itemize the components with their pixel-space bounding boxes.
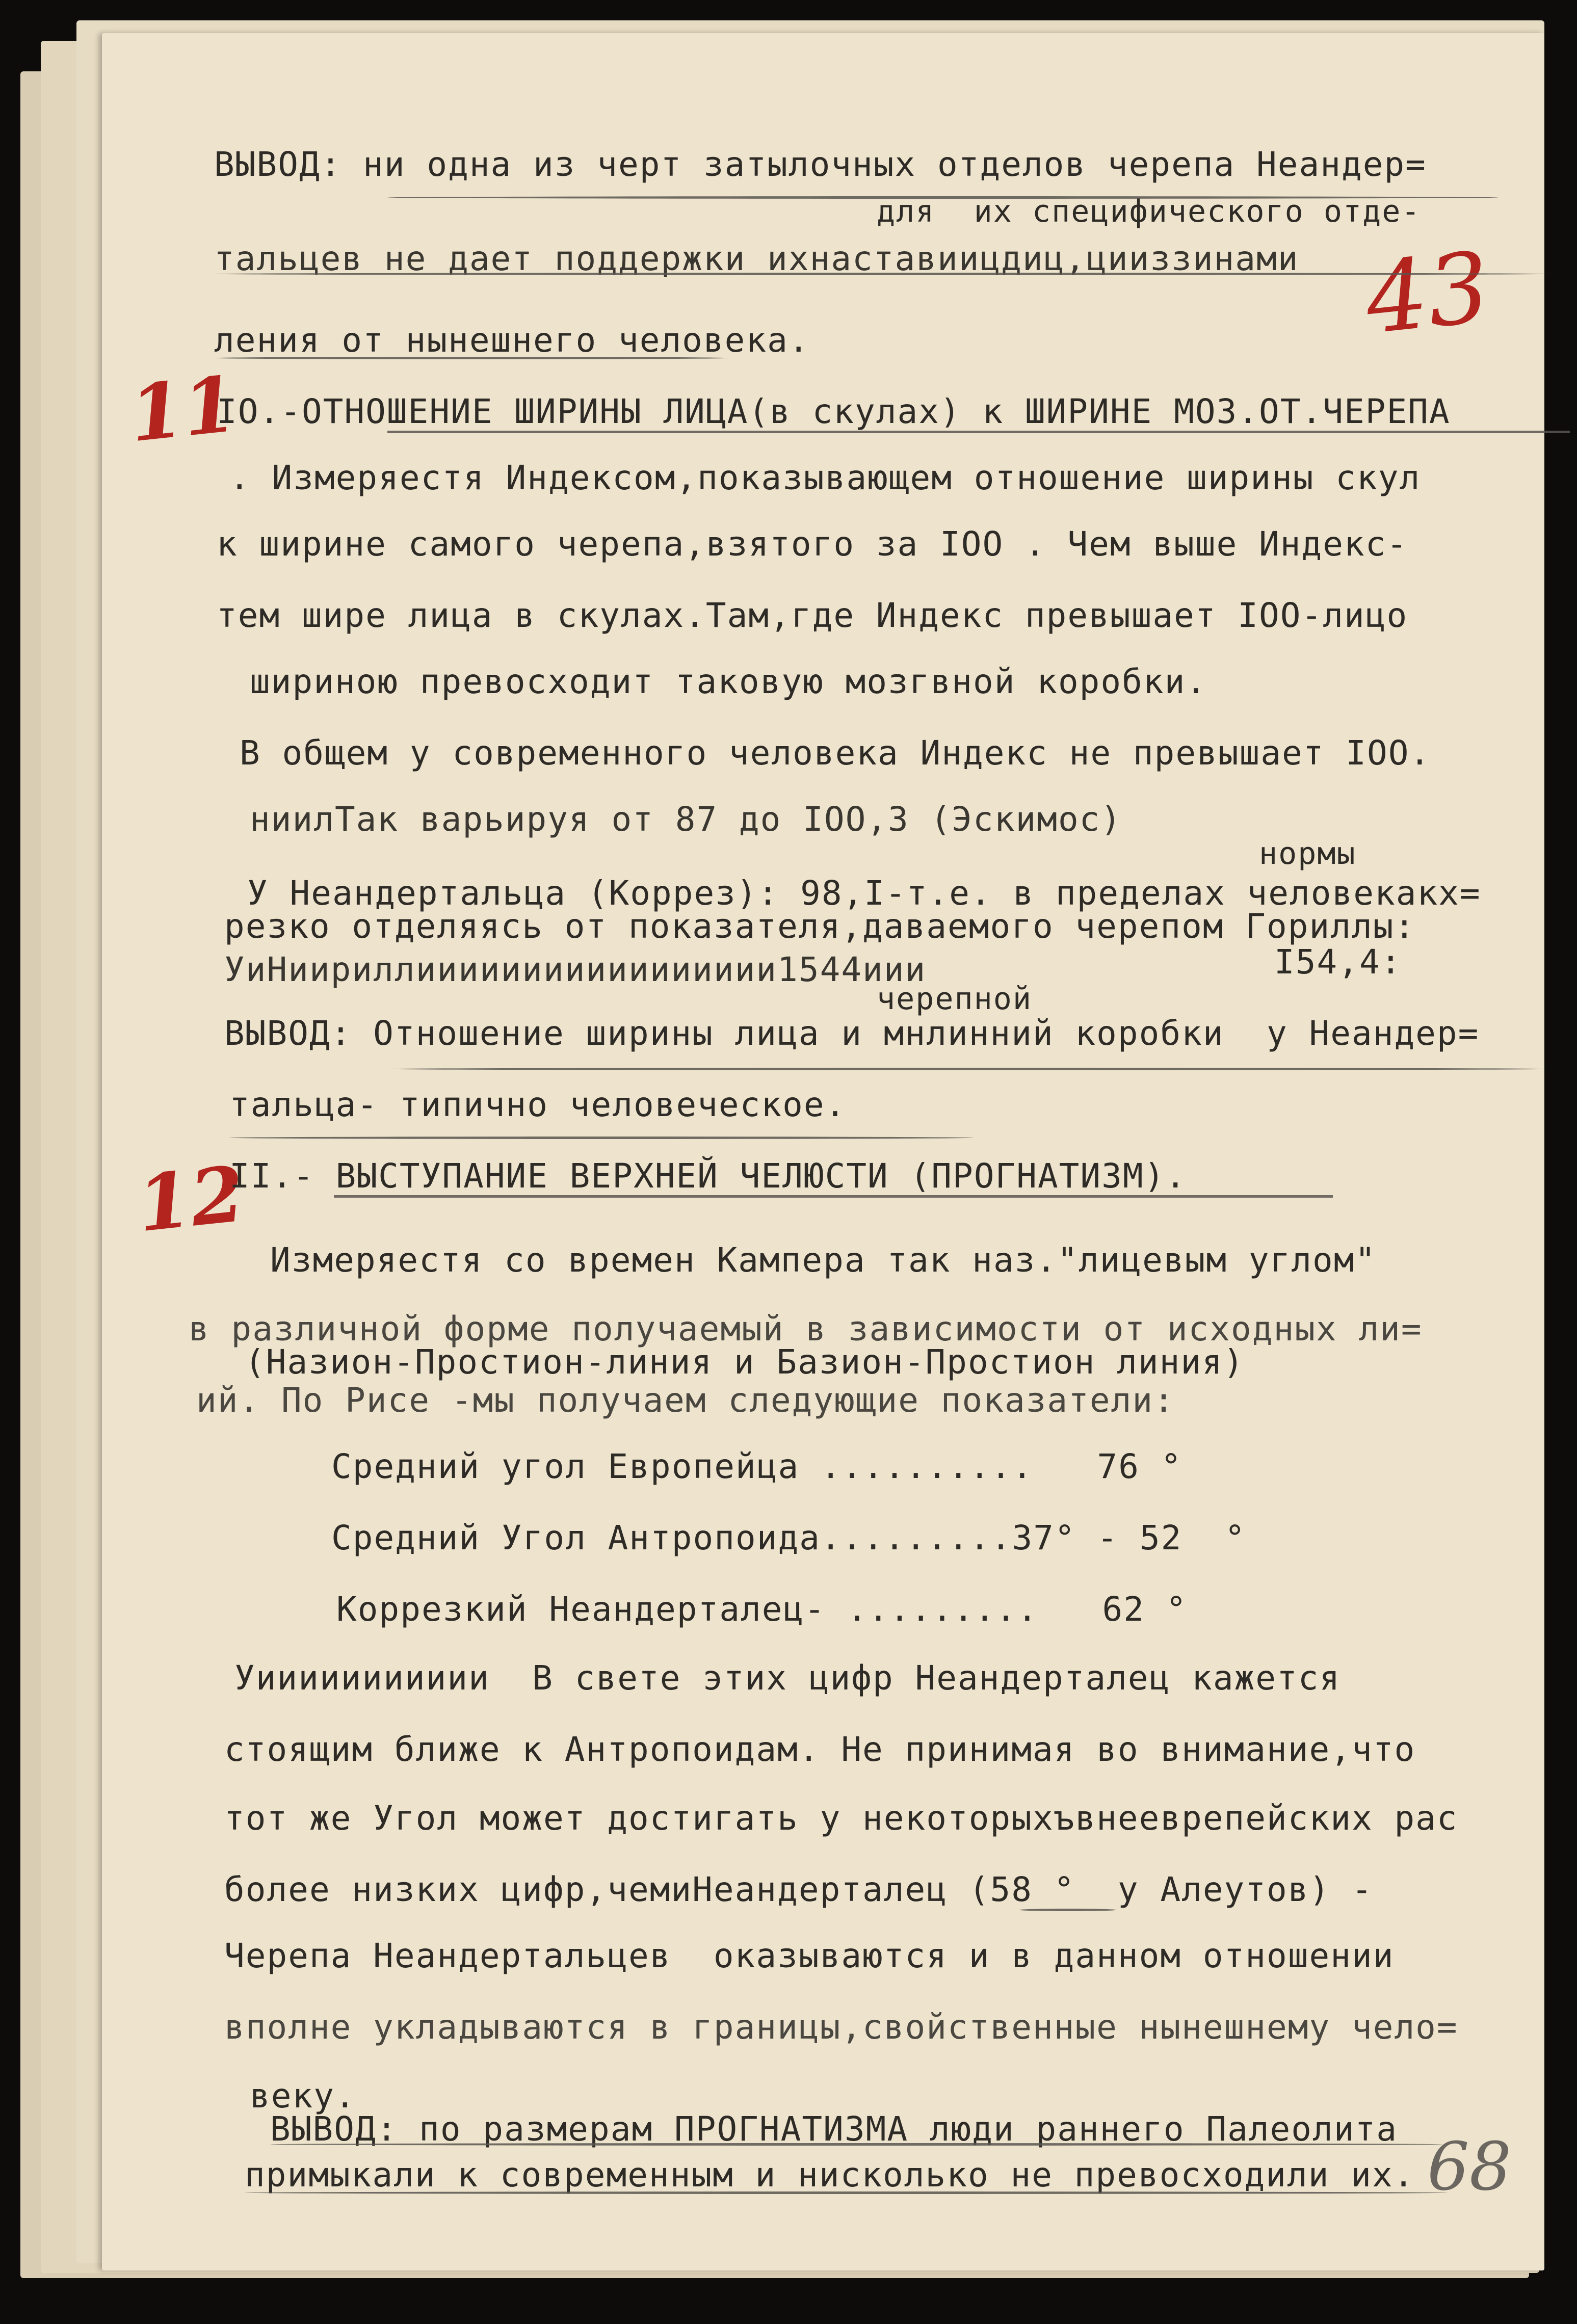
conclusion-line: примыкали к современным и нисколько не превосходили их. (245, 2155, 1415, 2195)
body-line: в различной форме получаемый в зависимости от исходных ли= (189, 1309, 1423, 1349)
body-line: тем шире лица в скулах.Там,где Индекс превышает IОО-лицо (217, 596, 1408, 635)
body-line: тот же Угол может достигать у некоторыхъвнееврепейских рас (224, 1799, 1458, 1838)
underline-mark (214, 273, 1549, 275)
body-line: У Неандертальца (Коррез): 98,I-т.е. в пределах человекакх= (247, 874, 1481, 913)
section-11-heading: II.- ВЫСТУПАНИЕ ВЕРХНЕЙ ЧЕЛЮСТИ (ПРОГНАТИЗМ). (229, 1156, 1187, 1196)
section-10-heading: IО.-ОТНОШЕНИЕ ШИРИНЫ ЛИЦА(в скулах) к ШИРИНЕ МОЗ.ОТ.ЧЕРЕПА (217, 392, 1451, 431)
body-line: Уиииииииииии В свете этих цифр Неандерталец кажется (234, 1658, 1341, 1698)
body-line: вполне укладываются в границы,свойственные нынешнему чело= (224, 2008, 1458, 2047)
conclusion-line: тальца- типично человеческое. (229, 1085, 847, 1124)
conclusion-line: ВЫВОД: Отношение ширины лица и мнлинний коробки у Неандер= (224, 1014, 1480, 1053)
conclusion-line: ВЫВОД: по размерам ПРОГНАТИЗМА люди раннего Палеолита (270, 2109, 1398, 2149)
insert-above-line: нормы (1259, 836, 1356, 872)
margin-mark-12: 12 (133, 1149, 249, 1250)
conclusion-line-1: ВЫВОД: ни одна из черт затылочных отделов черепа Неандер= (214, 145, 1427, 184)
angle-row-european: Средний угол Европейца .......... 76 ° (331, 1447, 1182, 1486)
body-line: Измеряестя со времен Кампера так наз."лицевым углом" (270, 1240, 1377, 1280)
underline-mark (387, 1068, 1549, 1070)
body-line: Черепа Неандертальцев оказываются и в данном отношении (224, 1936, 1395, 1975)
body-line: стоящим ближе к Антропоидам. Не принимая во внимание,что (224, 1730, 1416, 1769)
underline-mark (1019, 1909, 1116, 1911)
body-line: ий. По Рисе -мы получаем следующие показатели: (196, 1381, 1175, 1420)
insert-above-line: для их специфического отде- (877, 194, 1421, 229)
body-line: к ширине самого черепа,взятого за IОО . Чем выше Индекс- (217, 524, 1408, 564)
underline-mark (270, 2143, 1442, 2146)
red-page-number: 43 (1360, 230, 1495, 356)
body-line: резко отделяясь от показателя,даваемого черепом Гориллы: (224, 907, 1416, 946)
body-line: (Назион-Простион-линия и Базион-Простион линия) (245, 1342, 1245, 1382)
body-line: В общем у современного человека Индекс не превышает IОО. (240, 733, 1431, 773)
pencil-page-number: 68 (1427, 2128, 1512, 2205)
conclusion-line-2: тальцев не дает поддержки ихнаставиицдиц,цииззинами (214, 239, 1299, 278)
heading-underline (387, 431, 1570, 433)
body-line: шириною превосходит таковую мозгвной коробки. (250, 662, 1207, 701)
struck-line: УиНиириллиииииииииииииииии1544иии (224, 950, 927, 989)
body-line: ниилТак варьируя от 87 до IОО,3 (Эскимос) (250, 800, 1122, 839)
gorilla-value: I54,4: (1274, 942, 1402, 982)
body-line: веку. (250, 2076, 356, 2116)
angle-row-neanderthal: Коррезкий Неандерталец- ......... 62 ° (336, 1590, 1188, 1629)
heading-underline (334, 1195, 1333, 1198)
body-line: более низких цифр,чемиНеандерталец (58 ° у Алеутов) - (224, 1870, 1373, 1909)
insert-above-line: черепной (877, 981, 1032, 1017)
document-page (102, 33, 1544, 2270)
underline-mark (229, 1137, 974, 1139)
conclusion-line-3: ления от нынешнего человека. (214, 321, 810, 360)
body-line: . Измеряестя Индексом,показывающем отношение ширины скул (229, 458, 1421, 497)
underline-mark (214, 357, 729, 359)
angle-row-anthropoid: Средний Угол Антропоида.........37° - 52 ° (331, 1518, 1246, 1557)
margin-mark-11: 11 (125, 359, 241, 460)
underline-mark (245, 2191, 1448, 2194)
